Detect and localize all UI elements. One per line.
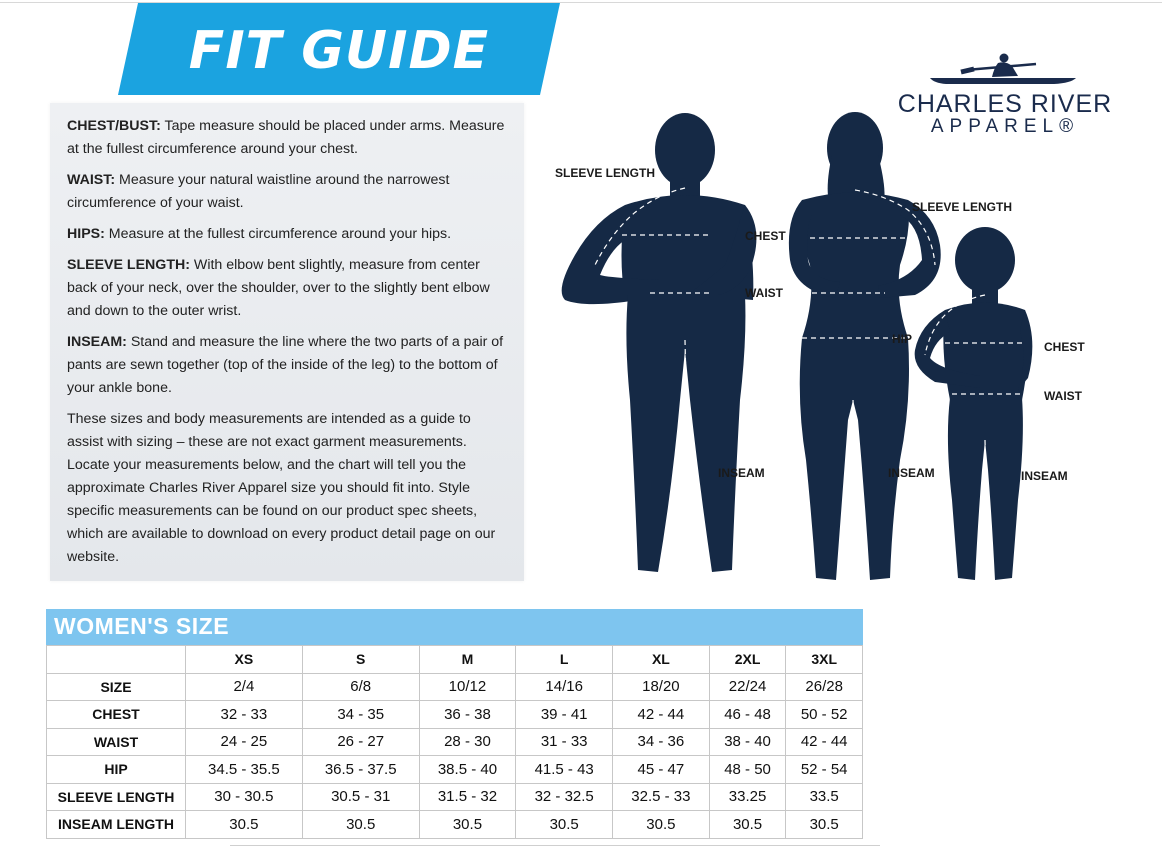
- child-inseam-label: INSEAM: [1021, 469, 1068, 483]
- chest-text: Tape measure should be placed under arms. Measure at the fullest circumference around your chest.: [67, 118, 505, 157]
- hips-instruction: [67, 223, 507, 246]
- woman-inseam-label: INSEAM: [888, 466, 935, 480]
- inseam-instruction: [67, 331, 507, 400]
- woman-hip-label: HIP: [892, 332, 913, 346]
- row-header: INSEAM LENGTH: [47, 811, 186, 839]
- table-title: WOMEN'S SIZE: [54, 613, 230, 639]
- waist-text: Measure your natural waistline around the narrowest circumference of your waist.: [67, 172, 450, 211]
- table-row: [47, 783, 863, 811]
- row-header: SIZE: [47, 673, 186, 701]
- measurement-instructions-panel: [50, 103, 524, 581]
- inseam-term: INSEAM:: [67, 334, 127, 350]
- table-cell: 32 - 33: [186, 701, 303, 729]
- column-header: M: [419, 646, 516, 674]
- chest-term: CHEST/BUST:: [67, 118, 161, 134]
- sizing-note: These sizes and body measurements are intended as a guide to assist with sizing – these are not exact garment measurements. Locate your measurements below, and the chart will tell you the approximate Charles River Apparel size you should fit into. Style specific measurements can be found on our product spec sheets, which are available to download on every product detail page on our website.: [67, 411, 496, 565]
- table-cell: 30.5: [302, 811, 419, 839]
- column-header: 3XL: [786, 646, 863, 674]
- table-cell: 39 - 41: [516, 701, 613, 729]
- table-cell: 31.5 - 32: [419, 783, 516, 811]
- table-cell: 38 - 40: [709, 728, 786, 756]
- sleeve-text: With elbow bent slightly, measure from center back of your neck, over the shoulder, over to the slightly bent elbow and down to the outer wrist.: [67, 257, 490, 319]
- body-figures-illustration: [540, 100, 1160, 590]
- table-cell: 18/20: [613, 673, 710, 701]
- sleeve-term: SLEEVE LENGTH:: [67, 257, 190, 273]
- inseam-text: Stand and measure the line where the two parts of a pair of pants are sewn together (top of the inside of the leg) to the bottom of your ankle bone.: [67, 334, 504, 396]
- corner-cell: [47, 646, 186, 674]
- table-cell: 30 - 30.5: [186, 783, 303, 811]
- table-cell: 30.5: [516, 811, 613, 839]
- hips-term: HIPS:: [67, 226, 105, 242]
- chest-instruction: [67, 115, 507, 161]
- table-cell: 22/24: [709, 673, 786, 701]
- bottom-divider: [230, 845, 880, 846]
- size-grid: [46, 645, 863, 839]
- table-cell: 42 - 44: [613, 701, 710, 729]
- table-cell: 10/12: [419, 673, 516, 701]
- table-cell: 52 - 54: [786, 756, 863, 784]
- brand-subtitle: APPAREL®: [930, 116, 1080, 137]
- woman-sleeve-label: SLEEVE LENGTH: [912, 200, 1013, 214]
- table-cell: 28 - 30: [419, 728, 516, 756]
- table-cell: 30.5: [186, 811, 303, 839]
- size-header-row: [47, 646, 863, 674]
- table-cell: 32.5 - 33: [613, 783, 710, 811]
- man-waist-label: WAIST: [745, 286, 783, 300]
- table-cell: 31 - 33: [516, 728, 613, 756]
- table-cell: 36.5 - 37.5: [302, 756, 419, 784]
- table-cell: 34 - 36: [613, 728, 710, 756]
- table-row: [47, 673, 863, 701]
- waist-term: WAIST:: [67, 172, 116, 188]
- table-cell: 26 - 27: [302, 728, 419, 756]
- column-header: L: [516, 646, 613, 674]
- column-header: XS: [186, 646, 303, 674]
- womens-size-table: [46, 609, 863, 841]
- table-cell: 30.5: [786, 811, 863, 839]
- table-cell: 30.5 - 31: [302, 783, 419, 811]
- table-cell: 6/8: [302, 673, 419, 701]
- table-cell: 30.5: [419, 811, 516, 839]
- man-sleeve-label: SLEEVE LENGTH: [555, 166, 656, 180]
- fit-guide-banner: [118, 3, 560, 95]
- table-cell: 2/4: [186, 673, 303, 701]
- table-cell: 45 - 47: [613, 756, 710, 784]
- table-cell: 36 - 38: [419, 701, 516, 729]
- man-chest-label: CHEST: [745, 229, 786, 243]
- hips-text: Measure at the fullest circumference around your hips.: [104, 226, 452, 242]
- table-cell: 41.5 - 43: [516, 756, 613, 784]
- row-header: HIP: [47, 756, 186, 784]
- table-cell: 48 - 50: [709, 756, 786, 784]
- table-cell: 33.25: [709, 783, 786, 811]
- table-cell: 30.5: [709, 811, 786, 839]
- column-header: S: [302, 646, 419, 674]
- table-cell: 34 - 35: [302, 701, 419, 729]
- table-cell: 50 - 52: [786, 701, 863, 729]
- sleeve-instruction: [67, 254, 507, 323]
- table-row: [47, 756, 863, 784]
- column-header: XL: [613, 646, 710, 674]
- column-header: 2XL: [709, 646, 786, 674]
- table-cell: 14/16: [516, 673, 613, 701]
- table-cell: 32 - 32.5: [516, 783, 613, 811]
- table-row: [47, 728, 863, 756]
- page-title: FIT GUIDE: [188, 21, 490, 81]
- table-cell: 38.5 - 40: [419, 756, 516, 784]
- table-cell: 34.5 - 35.5: [186, 756, 303, 784]
- waist-instruction: [67, 169, 507, 215]
- table-cell: 30.5: [613, 811, 710, 839]
- table-cell: 46 - 48: [709, 701, 786, 729]
- row-header: SLEEVE LENGTH: [47, 783, 186, 811]
- table-cell: 24 - 25: [186, 728, 303, 756]
- child-chest-label: CHEST: [1044, 340, 1085, 354]
- table-cell: 42 - 44: [786, 728, 863, 756]
- rowing-boat-icon: [926, 50, 1086, 88]
- child-waist-label: WAIST: [1044, 389, 1082, 403]
- brand-name: CHARLES RIVER: [897, 90, 1113, 118]
- table-row: [47, 811, 863, 839]
- table-cell: 26/28: [786, 673, 863, 701]
- table-header-bar: [46, 609, 863, 645]
- table-cell: 33.5: [786, 783, 863, 811]
- row-header: CHEST: [47, 701, 186, 729]
- table-row: [47, 701, 863, 729]
- man-inseam-label: INSEAM: [718, 466, 765, 480]
- row-header: WAIST: [47, 728, 186, 756]
